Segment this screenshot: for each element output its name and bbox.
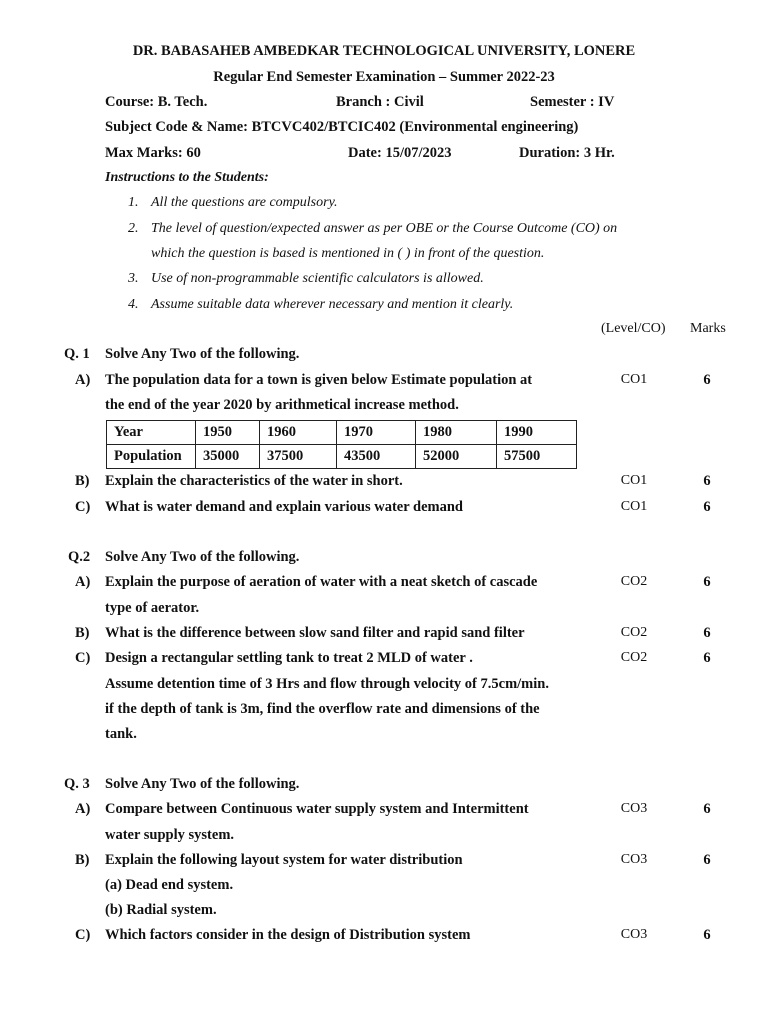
subquestion-label: C) (75, 650, 91, 666)
marks-value: 6 (703, 650, 711, 666)
instruction-num: 4. (128, 297, 139, 312)
marks-value: 6 (703, 372, 711, 388)
table-cell: 57500 (497, 445, 577, 469)
instruction-text: All the questions are compulsory. (151, 195, 338, 210)
subject-label: Subject Code & Name: BTCVC402/BTCIC402 (Environmental engineering) (105, 119, 579, 135)
table-cell: 35000 (196, 445, 260, 469)
course-outcome: CO1 (620, 372, 648, 387)
table-cell: 52000 (416, 445, 497, 469)
subquestion-label: B) (75, 852, 90, 868)
branch-label: Branch : Civil (336, 94, 424, 110)
subquestion-text: if the depth of tank is 3m, find the overflow rate and dimensions of the (105, 701, 540, 717)
table-cell: 43500 (337, 445, 416, 469)
marks-value: 6 (703, 499, 711, 515)
table-cell: 37500 (260, 445, 337, 469)
course-outcome: CO2 (620, 574, 648, 589)
semester-label: Semester : IV (530, 94, 615, 110)
table-row (107, 421, 577, 445)
question-instruction: Solve Any Two of the following. (105, 346, 300, 362)
subquestion-text: Compare between Continuous water supply system and Intermittent (105, 801, 529, 817)
date-label: Date: 15/07/2023 (348, 145, 452, 161)
question-number: Q. 3 (64, 776, 90, 792)
instruction-text: Use of non-programmable scientific calculators is allowed. (151, 271, 484, 286)
marks-heading: Marks (690, 321, 726, 336)
subquestion-text: What is water demand and explain various water demand (105, 499, 463, 515)
max-marks-label: Max Marks: 60 (105, 145, 201, 161)
table-cell: 1950 (196, 421, 260, 445)
question-instruction: Solve Any Two of the following. (105, 549, 300, 565)
subquestion-label: A) (75, 372, 91, 388)
instructions-title: Instructions to the Students: (105, 170, 269, 185)
subquestion-text: water supply system. (105, 827, 235, 843)
subquestion-text: Explain the purpose of aeration of water with a neat sketch of cascade (105, 574, 538, 590)
course-outcome: CO3 (620, 852, 648, 867)
subquestion-text: the end of the year 2020 by arithmetical increase method. (105, 397, 459, 413)
subquestion-label: A) (75, 801, 91, 817)
subquestion-text: tank. (105, 726, 137, 742)
course-outcome: CO1 (620, 499, 648, 514)
course-label: Course: B. Tech. (105, 94, 208, 110)
instruction-num: 2. (128, 221, 139, 236)
table-cell: 1990 (497, 421, 577, 445)
table-cell: 1980 (416, 421, 497, 445)
table-row (107, 445, 577, 469)
question-number: Q. 1 (64, 346, 90, 362)
subquestion-label: A) (75, 574, 91, 590)
subquestion-text: The population data for a town is given below Estimate population at (105, 372, 533, 388)
subquestion-text: What is the difference between slow sand filter and rapid sand filter (105, 625, 525, 641)
course-outcome: CO3 (620, 801, 648, 816)
instruction-text: The level of question/expected answer as per OBE or the Course Outcome (CO) on (151, 221, 618, 236)
university-name: DR. BABASAHEB AMBEDKAR TECHNOLOGICAL UNIVERSITY, LONERE (132, 43, 636, 59)
level-co-heading: (Level/CO) (601, 321, 666, 336)
question-number: Q.2 (68, 549, 91, 565)
instruction-text: Assume suitable data wherever necessary and mention it clearly. (151, 297, 514, 312)
exam-title: Regular End Semester Examination – Summer 2022-23 (213, 69, 555, 85)
marks-value: 6 (703, 473, 711, 489)
subquestion-text: Which factors consider in the design of Distribution system (105, 927, 471, 943)
duration-label: Duration: 3 Hr. (519, 145, 615, 161)
subquestion-text: (a) Dead end system. (105, 877, 234, 893)
subquestion-text: Design a rectangular settling tank to treat 2 MLD of water . (105, 650, 473, 666)
subquestion-label: B) (75, 473, 90, 489)
subquestion-label: B) (75, 625, 90, 641)
subquestion-text: (b) Radial system. (105, 902, 217, 918)
marks-value: 6 (703, 927, 711, 943)
course-outcome: CO2 (620, 625, 648, 640)
marks-value: 6 (703, 801, 711, 817)
marks-value: 6 (703, 625, 711, 641)
course-outcome: CO3 (620, 927, 648, 942)
instruction-text-continued: which the question is based is mentioned in ( ) in front of the question. (151, 246, 545, 261)
instruction-num: 3. (128, 271, 139, 286)
table-cell: Population (107, 445, 196, 469)
course-outcome: CO2 (620, 650, 648, 665)
population-table (106, 420, 577, 469)
course-outcome: CO1 (620, 473, 648, 488)
table-cell: Year (107, 421, 196, 445)
subquestion-text: Assume detention time of 3 Hrs and flow through velocity of 7.5cm/min. (105, 676, 549, 692)
table-cell: 1970 (337, 421, 416, 445)
table-cell: 1960 (260, 421, 337, 445)
subquestion-text: type of aerator. (105, 600, 200, 616)
instruction-num: 1. (128, 195, 139, 210)
marks-value: 6 (703, 574, 711, 590)
subquestion-text: Explain the characteristics of the water in short. (105, 473, 403, 489)
subquestion-text: Explain the following layout system for water distribution (105, 852, 463, 868)
subquestion-label: C) (75, 499, 91, 515)
question-instruction: Solve Any Two of the following. (105, 776, 300, 792)
marks-value: 6 (703, 852, 711, 868)
subquestion-label: C) (75, 927, 91, 943)
